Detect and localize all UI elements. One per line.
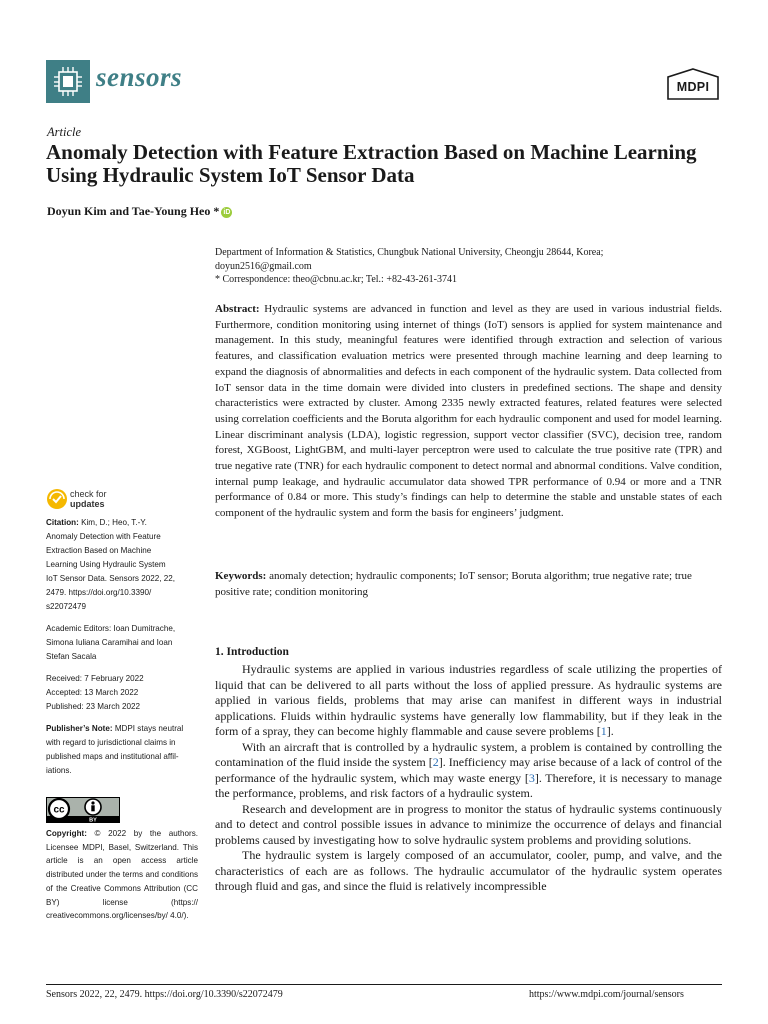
author-names: Doyun Kim and Tae-Young Heo * [47, 204, 220, 218]
correspondence: * Correspondence: theo@cbnu.ac.kr; Tel.: +82-43-261-3741 [215, 274, 457, 285]
abstract [215, 302, 722, 522]
sidebar [46, 516, 198, 786]
svg-text:cc: cc [53, 804, 65, 816]
reference-link[interactable]: 1 [600, 724, 607, 738]
journal-name: sensors [96, 62, 183, 92]
publisher-note: Publisher’s Note: MDPI stays neutral with regard to jurisdictional claims in published maps and institutional affil- iations. [46, 724, 184, 775]
svg-text:BY: BY [89, 817, 97, 823]
introduction-body [215, 662, 722, 895]
check-for-updates-button[interactable] [46, 488, 136, 514]
paragraph: Research and development are in progress to monitor the status of hydraulic systems continuously and to detect and control possible issues in advance to minimize the occurrence of delays and financial problems caused by investigating how to solve hydraulic system problems and providing solutions. [215, 801, 722, 847]
section-heading: 1. Introduction [215, 646, 289, 658]
check-updates-icon [46, 488, 68, 510]
paragraph: Hydraulic systems are applied in various industries regardless of scale utilizing the properties of liquid that can be delivered to all parts without the loss of applied pressure. As hydraulic systems are applied in various fields, problems that may arise can manifest in different ways in industrial applications. Fluids within hydraulic systems have generally low flammability, but if they leak in the form of a spray, they can become highly flammable and cause severe problems [1]. [215, 662, 722, 738]
keywords-text: anomaly detection; hydraulic components; IoT sensor; Boruta algorithm; true negative rate; true positive rate; condition monitoring [215, 570, 692, 598]
citation-label: Citation: [46, 518, 79, 527]
footer-citation[interactable]: Sensors 2022, 22, 2479. https://doi.org/10.3390/s22072479 [46, 989, 283, 1000]
cc-by-license-icon[interactable] [46, 797, 120, 823]
copyright-label: Copyright: [46, 829, 87, 838]
check-updates-label: check for updates [70, 489, 107, 509]
academic-editors: Academic Editors: Ioan Dumitrache, Simona Iuliana Caramihai and Ioan Stefan Sacala [46, 624, 176, 661]
keywords-label: Keywords: [215, 570, 267, 582]
citation: Citation: Kim, D.; Heo, T.-Y. Anomaly Detection with Feature Extraction Based on Machine Learning Using Hydraulic System IoT Sensor Data. Sensors 2022, 22, 2479. https://doi.org/10.3390/ s22072479 [46, 516, 198, 614]
affiliation-email[interactable]: doyun2516@gmail.com [215, 260, 312, 272]
dates: Received: 7 February 2022 Accepted: 13 March 2022 Published: 23 March 2022 [46, 674, 144, 711]
paragraph: The hydraulic system is largely composed of an accumulator, cooler, pump, and valve, and the characteristics of each are as follows. The hydraulic accumulator of the hydraulic system operates through fluid and gas, and since the fluid is relatively incompressible [215, 848, 722, 893]
reference-link[interactable]: 2 [432, 755, 439, 769]
abstract-text: Hydraulic systems are advanced in function and level as they are used in various industrial fields. Furthermore, condition monitoring using internet of things (IoT) sensors is applied for system maintenance and management. In this study, meaningful features were identified through extraction and selection of various features, and classification evaluation metrics were presented through machine learning and deep learning to expand the diagnosis of abnormalities and defects in each component of the hydraulic system. Data collected from IoT sensor data in the time domain were divided into clusters in predefined sections. The shape and density characteristics were extracted by cluster. Among 2335 newly extracted features, related features were selected using correlation coefficients and the Boruta algorithm for each hydraulic component and used for model learning. Linear discriminant analysis (LDA), logistic regression, support vector classifier (SVC), decision tree, random forest, XGBoost, LightGBM, and multi-layer perceptron were used to calculate the true positive rate (TPR) and true negative rate (TNR) for each hydraulic component to detect normal and abnormal conditions. Valve condition, internal pump leakage, and hydraulic accumulator data showed TPR performance of 0.94 or more and a TNR performance of 0.84 or more. This study’s findings can help to determine the stable and unstable states of each component of the hydraulic system and form the basis for engineers’ judgment. [215, 303, 723, 520]
mdpi-logo-text: MDPI [676, 80, 710, 94]
keywords [215, 569, 722, 600]
doi-link[interactable]: 2479. https://doi.org/10.3390/ [46, 588, 152, 597]
article-title: Anomaly Detection with Feature Extraction Based on Machine Learning Using Hydraulic System IoT Sensor Data [46, 140, 697, 187]
footer-journal-link[interactable]: https://www.mdpi.com/journal/sensors [529, 989, 684, 1000]
journal-logo-icon [46, 60, 90, 103]
footer-divider [46, 984, 722, 985]
copyright [46, 827, 198, 923]
authors [47, 204, 232, 219]
affiliation-line: Department of Information & Statistics, Chungbuk National University, Cheongju 28644, Korea; [215, 247, 604, 258]
paragraph: With an aircraft that is controlled by a hydraulic system, a problem is contained by controlling the contamination of the fluid inside the system [2]. Inefficiency may arise because of a lack of control of the performance of the hydraulic system, which may waste energy [3]. Therefore, it is necessary to manage the performance, problems, and risk factors of a hydraulic system. [215, 739, 722, 800]
affiliation [215, 246, 725, 287]
article-type: Article [47, 125, 82, 139]
copyright-text: © 2022 by the authors. Licensee MDPI, Basel, Switzerland. This article is an open access article distributed under the terms and conditions of the Creative Commons Attribution (CC BY) license (https:// creativecommons.org/licenses/by/ 4.0/). [46, 829, 199, 921]
orcid-icon[interactable]: iD [223, 209, 231, 216]
abstract-label: Abstract: [215, 303, 260, 315]
reference-link[interactable]: 3 [528, 770, 535, 785]
